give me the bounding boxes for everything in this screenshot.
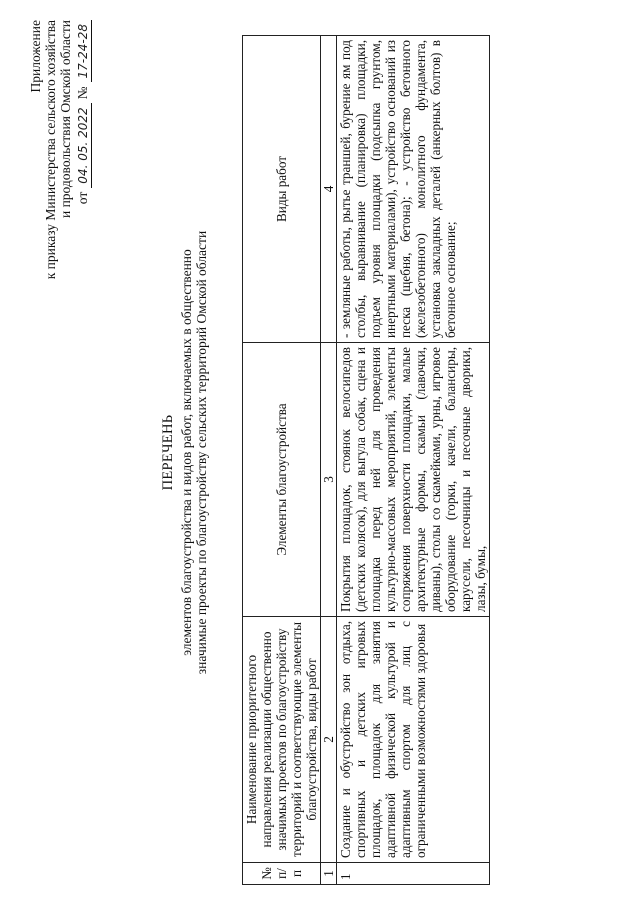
column-number-row [321,36,337,885]
table-row [337,36,490,885]
row-works: - земляные работы, рытье траншей, бурение ям под столбы, выравнивание (планировка) площадки, подъем уровня площадки (подсыпка грунтом, инертными материалами), устройство оснований из песка (щебня, бетона); - устройство бетонного (железобетонного) монолитного фундамента, установка закладных деталей (анкерных болтов) в бетонное основание; [337,36,490,343]
document-subtitle-line1: элементов благоустройства и видов работ, включаемых в общественно [179,249,194,656]
header-works: Виды работ [243,36,321,343]
column-number: 4 [321,36,337,343]
column-number: 1 [321,863,337,885]
handwritten-number: 17-24-28 [76,20,92,82]
handwritten-date: 04. 05. 2022 [76,103,92,187]
header-direction: Наименование приоритетного направления реализации общественно значимых проектов по благоустройству территорий и соответствующие элементы благоустройства, виды работ [243,617,321,863]
appendix-order-line: к приказу Министерства сельского хозяйства [43,20,58,280]
appendix-block [28,20,92,340]
row-direction: Создание и обустройство зон отдыха, спортивных и детских игровых площадок, площадок для занятия адаптивной физической культурой и адаптивным спортом для лиц с ограниченными возможностями здоровья [337,617,490,863]
row-elements: Покрытия площадок, стоянок велосипедов (детских колясок), для выгула собак, сцена и площадка перед ней для проведения культурно-массовых мероприятий, элементы сопряжения поверхности площадки, малые архитектурные формы, скамьи (лавочки, диваны), столы со скамейками, урны, игровое оборудование (горки, качели, балансиры, карусели, песочницы и песочные дворики, лазы, бумы, [337,343,490,617]
header-num: № п/п [243,863,321,885]
row-num: 1 [337,863,490,885]
table-header-row [243,36,321,885]
document-title: ПЕРЕЧЕНЬ [160,414,176,491]
column-number: 2 [321,617,337,863]
date-prefix: от [75,191,90,205]
appendix-date-row [75,20,92,340]
appendix-ministry-line: и продовольствия Омской области [58,20,73,219]
works-table [242,35,490,885]
column-number: 3 [321,343,337,617]
number-prefix: № [75,86,90,100]
appendix-title: Приложение [28,20,43,93]
document-subtitle-line2: значимые проекты по благоустройству сельских территорий Омской области [194,230,209,675]
document-heading [160,0,209,905]
header-elements: Элементы благоустройства [243,343,321,617]
